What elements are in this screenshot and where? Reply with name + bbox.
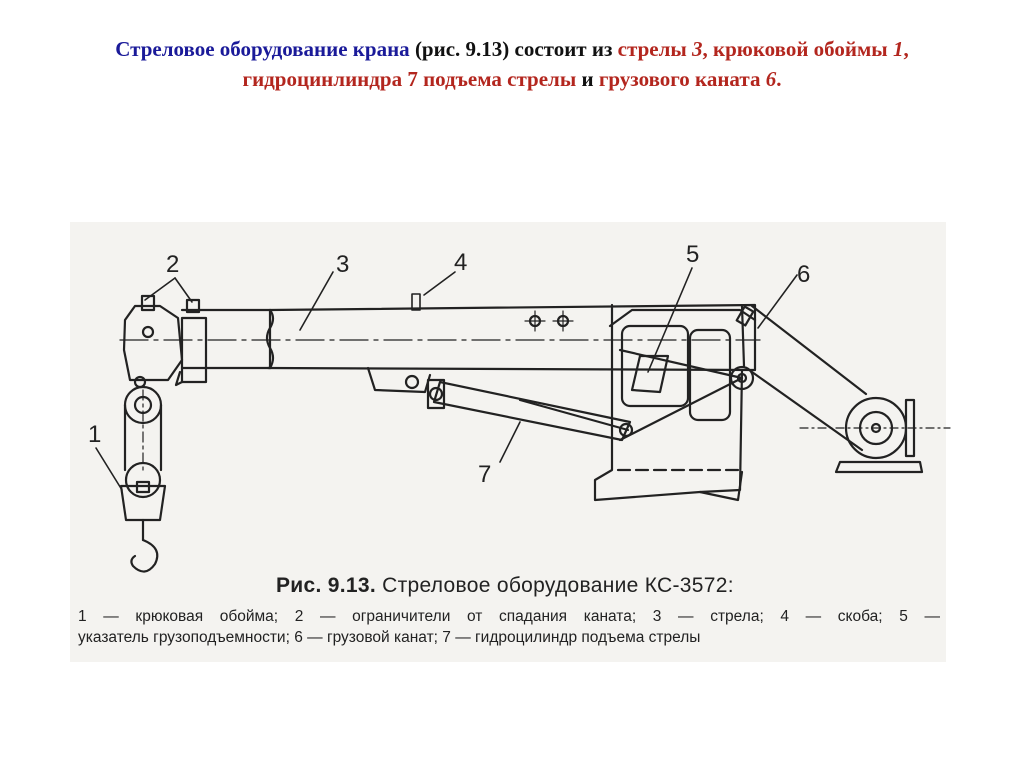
label-1: 1 <box>88 421 102 448</box>
heading-part: грузового каната <box>598 67 766 91</box>
label-3: 3 <box>336 251 350 278</box>
load-rope-and-winch <box>752 306 950 472</box>
label-7: 7 <box>478 461 492 488</box>
hook-block <box>121 390 165 572</box>
heading-part: 3 <box>692 37 703 61</box>
legend-line: указатель грузоподъемности; 6 — грузовой канат; 7 — гидроцилиндр подъема стрелы <box>78 629 701 646</box>
heading-part: , гидроцинлиндра 7 подъема стрелы <box>242 37 909 91</box>
heading-part: и <box>576 67 599 91</box>
heading-part: . <box>776 67 782 91</box>
caption-title: Стреловое оборудование КС-3572: <box>375 574 734 597</box>
boom-head <box>124 296 199 423</box>
label-5: 5 <box>686 241 700 268</box>
heading-part: (рис. 9.13) состоит из <box>409 37 618 61</box>
heading-part: стрелы <box>617 37 692 61</box>
label-4: 4 <box>454 249 468 276</box>
hydraulic-cylinder <box>368 368 632 440</box>
turntable-frame <box>595 305 755 500</box>
label-2: 2 <box>166 251 180 278</box>
heading-part: , крюковой обоймы <box>702 37 893 61</box>
heading-part: Стреловое оборудование крана <box>115 37 410 61</box>
figure-legend <box>78 606 940 648</box>
caption-prefix: Рис. 9.13. <box>276 574 376 597</box>
label-leaders <box>96 268 797 490</box>
label-6: 6 <box>797 261 811 288</box>
legend-line: 1 — крюковая обойма; 2 — ограничители от спадания каната; 3 — стрела; 4 — скоба; 5 — <box>78 608 940 625</box>
figure-caption <box>276 574 734 598</box>
heading-part: 1 <box>892 37 904 61</box>
heading-part: 6 <box>765 67 777 91</box>
